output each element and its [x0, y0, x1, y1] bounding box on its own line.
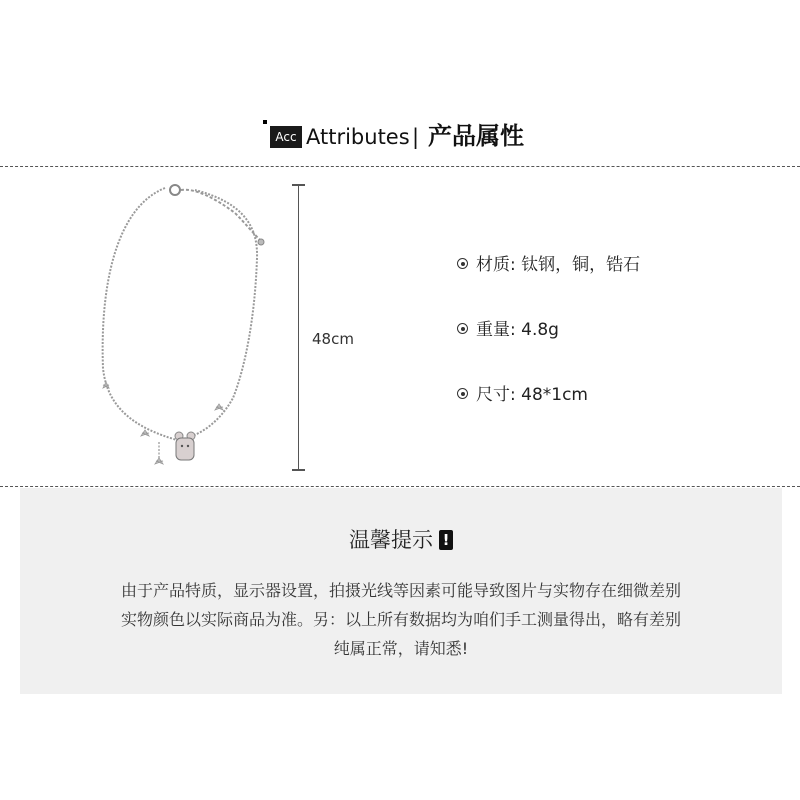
notice-body [50, 576, 752, 663]
ruler-bottom-cap [292, 469, 305, 471]
notice-line: 由于产品特质，显示器设置，拍摄光线等因素可能导致图片与实物存在细微差别 [120, 581, 681, 600]
bear-pendant-icon [175, 432, 195, 460]
attribute-label: 重量: [476, 320, 516, 340]
notice-title-text: 温馨提示 [349, 528, 433, 552]
necklace-illustration [95, 178, 275, 478]
header-dot-icon [263, 120, 267, 124]
charm-star-icon [103, 382, 109, 388]
attribute-size [457, 382, 588, 408]
attribute-value: 48*1cm [521, 385, 588, 405]
bottom-divider [0, 486, 800, 487]
notice-line: 实物颜色以实际商品为准。另：以上所有数据均为咱们手工测量得出，略有差别 [120, 610, 681, 629]
attribute-value: 钛钢，铜，锆石 [521, 255, 641, 275]
warning-icon: ! [439, 530, 453, 550]
attribute-value: 4.8g [521, 320, 559, 340]
notice-title [20, 524, 782, 554]
attribute-material [457, 252, 640, 278]
notice-panel [20, 488, 782, 694]
bullet-icon [457, 258, 468, 269]
attribute-weight [457, 317, 559, 343]
attribute-label: 尺寸: [476, 385, 516, 405]
dimension-ruler [298, 185, 299, 470]
title-separator: | [412, 125, 420, 149]
top-divider [0, 166, 800, 167]
title-english: Attributes [306, 125, 410, 149]
bullet-icon [457, 388, 468, 399]
attribute-label: 材质: [476, 255, 516, 275]
dimension-label: 48cm [312, 330, 354, 348]
title-chinese: 产品属性 [428, 122, 524, 150]
acc-badge: Acc [270, 126, 302, 148]
bullet-icon [457, 323, 468, 334]
notice-line: 纯属正常，请知悉! [333, 639, 469, 658]
section-header [0, 118, 800, 158]
